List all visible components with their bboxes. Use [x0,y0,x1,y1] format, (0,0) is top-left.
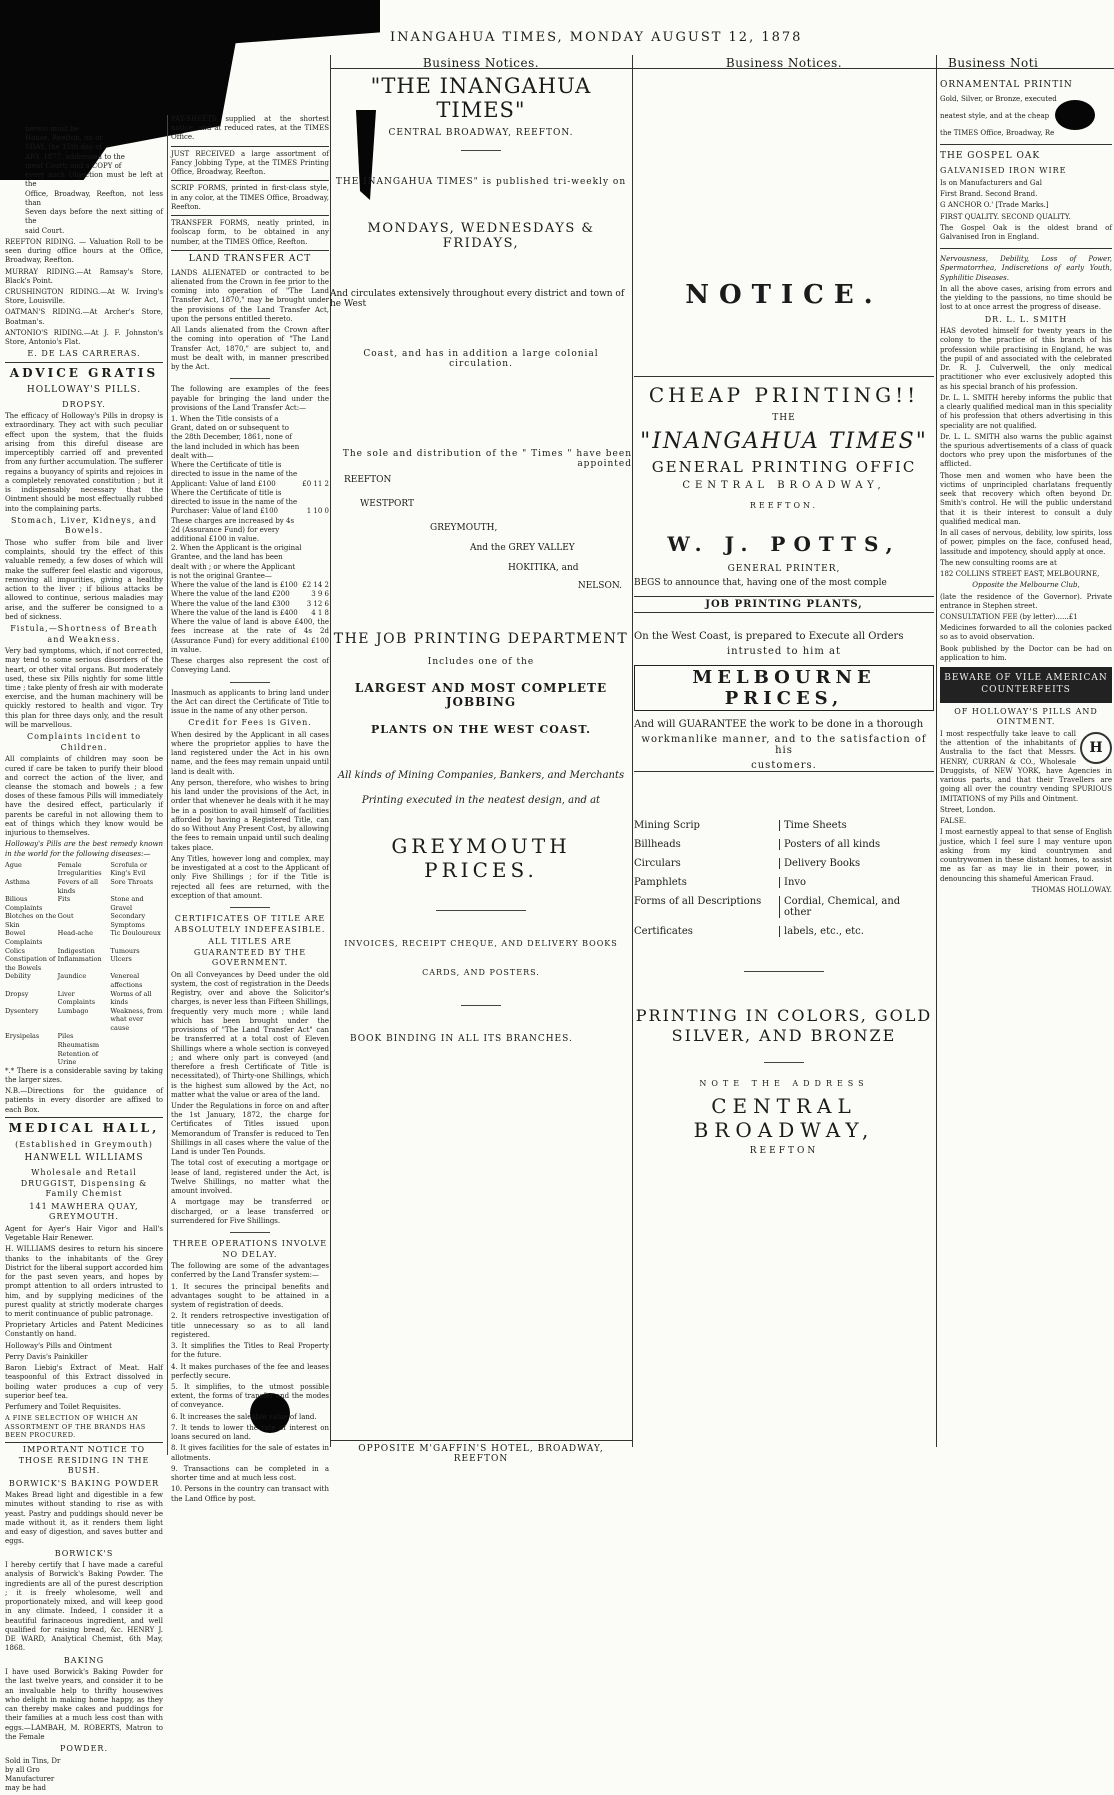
baking-text: I have used Borwick's Baking Powder for the last twelve years, and consider it to be an invaluable help to thrifty housewives who delight in making home happy, as they can thereby make cakes and puddings for their families at a much less cost than with eggs.—LAMBAH, M. ROBERTS, Matron to the Female [5,1668,163,1741]
fee-row [171,461,329,489]
fee-amount: £0 11 2 [302,479,329,488]
disease-row [5,912,163,929]
certify-text: I hereby certify that I have made a careful analysis of Borwick's Baking Powder. The ingredients are all of the purest description ; it is freely wholesome, well and proportionately mixed, and will keep good in any climate. Indeed, I consider it a beautiful farinaceous ingredient, and well qualified for raising bread, &c. HENRY J. DE WARD, Analytical Chemist, 6th May, 1868. [5,1561,163,1653]
short-rule [744,971,824,972]
dr-text: HAS devoted himself for twenty years in the colony to the practice of this branch of his profession while practising in England, he was the pupil of and associated with the celebrated Dr. R. J. Culverwell, the only medical practitioner who ever exclusively adopted this as his special branch of his profession. [940,327,1112,391]
medicines-line: Medicines forwarded to all the colonies packed so as to avoid observation. [940,624,1112,642]
disease-cell: Asthma [5,878,30,886]
fee-amount: 1 10 0 [306,507,329,516]
hanwell-williams: HANWELL WILLIAMS [24,1153,144,1164]
false-line: FALSE. [940,817,967,826]
disease-cell: Indigestion [57,946,95,955]
fragment-line: every such Objection must be left at the [25,171,163,189]
advantage-item: 9. Transactions can be completed in a shorter time and at much less cost. [171,1464,329,1483]
holloway-ointment-line: Holloway's Pills and Ointment [5,1341,112,1350]
disease-row [5,878,163,895]
disease-cell [5,1050,58,1067]
column-1 [5,55,330,1793]
tail-line: by all Gro [5,1765,40,1774]
short-rule [461,150,501,151]
fragment-line: said Court. [25,226,65,235]
fee-row [171,544,329,581]
rule [940,144,1112,145]
advantage-item: 5. It simplifies, to the utmost possible extent, the forms of transfer and the modes of conveyance. [171,1382,329,1410]
short-rule [230,1232,270,1233]
notice-fragment [5,125,163,236]
column-4-header: Business Noti [948,56,1039,70]
fee-line: CONSULTATION FEE (by letter)......£1 [940,612,1078,621]
disease-cell: Rheumatism [57,1040,99,1049]
holloway-signature: THOMAS HOLLOWAY. [1031,885,1112,894]
diseases-table [5,861,163,1067]
fee-description: 1. When the Title consists of a Grant, dated on or subsequent to the 28th December, 1861, none of the land included in which has been dealt with— [171,414,300,460]
advantage-item: 6. It increases the saleable value of land. [171,1412,317,1421]
nervousness: Nervousness, Debility, Loss of Power, Spermatorrhea, Indiscretions of early Youth, Syphilitic Diseases. [940,255,1112,282]
dr-text-5: In all cases of nervous, debility, low spirits, loss of power, pimples on the face, confused head, lassitude and impotency, should apply at once. [940,529,1112,556]
riding-notice: ANTONIO'S RIDING.—At J. F. Johnston's Store, Antonio's Flat. [5,328,163,347]
job-plants: JOB PRINTING PLANTS, [634,596,934,613]
disease-row [5,1032,163,1041]
printing-list [634,820,934,937]
disease-cell: Head-ache [57,929,93,938]
children-text: All complaints of children may soon be cured if care be taken to purify their blood and correct the action of the liver, and cleanse the stomach and bowels ; a few doses of these famous Pills will immediately have the desired effect, particularly if parents be careful in not allowing them to eat of things which they know would be injurious to themselves. [5,755,163,838]
printing-item-right: Posters of all kinds [779,839,929,850]
fee-row [171,489,329,517]
gospel-note: The Gospel Oak is the oldest brand of Galvanised Iron in England. [940,223,1112,241]
tail-line: Manufacturer [5,1774,55,1783]
reefton-small: REEFTON [749,1146,819,1156]
fee-description: Where the Certificate of title is directed to issue in the name of the Purchaser: Value of land £100 [171,488,298,516]
disease-cell: Lumbago [57,1006,89,1015]
street-2: Street, London. [940,805,996,814]
disease-row [5,955,163,972]
fee-amount: 4 1 8 [311,608,329,617]
intrusted-line: intrusted to him at [726,646,842,657]
advantage-item: 4. It makes purchases of the fee and leases perfectly secure. [171,1362,329,1380]
riding-notice: MURRAY RIDING.—At Ramsay's Store, Black's Point. [5,267,163,285]
disease-row [5,972,163,989]
place-nelson: NELSON. [577,581,622,591]
printing-item-right: Delivery Books [779,858,929,869]
disease-cell: Liver Complaints [57,989,96,1007]
cheap-printing-ad [634,376,934,772]
disease-row [5,1041,163,1050]
galvanised: GALVANISED IRON WIRE [940,166,1067,176]
advantage-item: 2. It renders retrospective investigation of title unnecessary so as to all land registered. [171,1312,329,1339]
bookbinding-line: BOOK BINDING IN ALL ITS BRANCHES. [350,1034,573,1044]
short-rule [436,910,526,911]
riding-notice: CRUSHINGTON RIDING.—At W. Irving's Store, Louisville. [5,287,163,306]
certificates-heading: CERTIFICATES OF TITLE ARE ABSOLUTELY INDEFEASIBLE. [174,914,326,934]
disease-row [5,1050,163,1067]
sole-line: The sole and distribution of the " Times " have been appointed [342,449,632,469]
perfumery-line: Proprietary Articles and Patent Medicines Constantly on hand. [5,1321,163,1339]
disease-cell: Weakness, from what ever cause [110,1006,163,1032]
disease-cell: Scrofula or King's Evil [110,860,148,878]
fee-description: Where the value of the land is £100 [171,581,298,590]
rule [940,248,1112,249]
appeal-text: I most earnestly appeal to that sense of English justice, which I feel sure I may venture upon asking from my kind countrymen and countrywomen in these distant homes, to assist me as far as may lie in their power, in denouncing this shameful American Fraud. [940,828,1112,883]
saving-note: *.* There is a considerable saving by taking the larger sizes. [5,1066,163,1084]
fee-amount: 3 9 6 [311,590,329,599]
borwick-text: Makes Bread light and digestible in a few minutes without standing to rise as with yeast. Pastry and puddings should never be made without it, as it renders them light and easy of digestion, and saves butter and eggs. [5,1491,163,1546]
brand-row: FIRST QUALITY. SECOND QUALITY. [940,212,1071,221]
credit-text: When desired by the Applicant in all cases where the proprietor applies to have the land registered under the Act in his own name, and the fees may remain unpaid until land is dealt with. [171,730,329,776]
land-text: LANDS ALIENATED or contracted to be alienated from the Crown in fee prior to the coming into operation of "The Land Transfer Act, 1870," may be brought under the provisions of the Land Transfer Act, upon the persons entitled thereto. [171,268,329,323]
column-rule-3 [936,55,937,1447]
disease-cell: Fits [57,895,71,904]
workmanlike-line: workmanlike manner, and to the satisfaction of his [641,734,927,756]
customers-line: customers. [751,760,817,771]
note-address: NOTE THE ADDRESS [699,1079,869,1088]
coast-line: Coast, and has in addition a large colonial circulation. [363,349,599,369]
disease-cell: Tumours [110,946,140,955]
conveyances-text: On all Conveyances by Deed under the old system, the cost of registration in the Deeds Registry, over and above the Solicitor's charges, is never less than Fifteen Shillings, frequently very much more ; while land which has been brought under the provisions of "The Land Transfer Act" can be transferred at a total cost of Eleven Shillings where a whole section is conveyed ; and where only part is conveyed (and therefore a fresh Certificate of Title is necessitated), of Thirty-one Shillings, which is the highest sum allowed by the Act, no matter what the value or area of the land. [171,970,329,1099]
rule [171,180,329,181]
agent-line: Agent for Ayer's Hair Vigor and Hall's Vegetable Hair Renewer. [5,1224,163,1243]
stomach-heading: Stomach, Liver, Kidneys, and Bowels. [10,515,158,536]
brand-row: G ANCHOR O.' [Trade Marks.] [940,201,1049,210]
column-4 [940,55,1112,1455]
printing-item-right: Cordial, Chemical, and other [779,896,929,918]
circulates-line: And circulates extensively throughout every district and town of he West [330,289,625,309]
disease-cell: Venereal affections [110,972,143,989]
times-title: "THE INANGAHUA TIMES" [370,74,592,122]
disease-cell [110,1050,163,1067]
disease-cell: Gout [57,912,74,921]
important-notice: IMPORTANT NOTICE TO THOSE RESIDING IN THE BUSH. [18,1445,150,1476]
fees-note-2: These charges also represent the cost of Conveying Land. [171,657,329,675]
guaranteed-heading: ALL TITLES ARE GUARANTEED BY THE GOVERNMENT. [193,937,307,968]
disease-cell: Blotches on the Skin [5,912,57,929]
central-broadway-line: CENTRAL BROADWAY, [682,480,886,491]
fragment-line: House, Reefton, on or [25,134,103,143]
dr-text-3: Dr. L. L. SMITH also warns the public against the spurious advertisements of a class of quack doctors who prey upon the misfortunes of the afflicted. [940,432,1112,469]
invoices-line: INVOICES, RECEIPT CHEQUE, AND DELIVERY BOOKS [344,939,618,948]
disease-row [5,929,163,946]
place-greymouth: GREYMOUTH, [430,523,498,533]
place-grey-valley: And the GREY VALLEY [470,543,575,553]
tail-line: Sold in Tins, Dr [5,1756,61,1765]
disease-cell: Erysipelas [5,1032,40,1041]
advantage-item: 1. It secures the principal benefits and advantages sought to be attained in a system of registration of deeds. [171,1282,329,1310]
fragment-line: ARY, 1877, addressed to the [25,152,125,161]
rule [5,1117,163,1118]
credit-heading: Credit for Fees is Given. [188,718,312,728]
place-reefton: REEFTON [344,475,392,485]
printing-line: Printing executed in the neatest design, and at [361,795,601,806]
fee-description: Where the value of the land is £400 [171,608,298,617]
any-person-text: Any person, therefore, who wishes to bring his land under the provisions of the Act, in order that whenever he deals with it he may be in a position to avail himself of facilities afforded by having a Registered Title, can do so Without Any Present Cost, by allowing the fees to remain unpaid until such dealing takes place. [171,778,329,852]
rule [171,146,329,147]
selection-line: A FINE SELECTION OF WHICH AN ASSORTMENT OF THE BRANDS HAS BEEN PROCURED. [5,1414,146,1440]
inasmuch-text: Inasmuch as applicants to bring land under the Act can direct the Certificate of Title to issue in the name of any other person. [171,688,329,715]
melbourne-prices: MELBOURNE PRICES, [634,665,934,711]
disease-row [5,990,163,1007]
inangahua-times-ornate: "INANGAHUA TIMES" [640,429,928,454]
fees-table [171,415,329,618]
fee-row [171,581,329,590]
general-printing-office: GENERAL PRINTING OFFIC [651,458,917,476]
gold-line: Gold, Silver, or Bronze, executed [940,94,1057,103]
advantages-list [171,1283,329,1504]
disease-cell: Ague [5,860,22,869]
disease-cell [5,1041,58,1050]
disease-cell: Dropsy [5,989,29,998]
rule [171,215,329,216]
signatory: E. DE LAS CARRERAS. [27,349,141,359]
fragment-line: Office, Broadway, Reefton, not less than [25,189,163,207]
fee-row [171,600,329,609]
fee-row [171,415,329,461]
begs-line: BEGS to announce that, having one of the most comple [634,578,887,588]
fee-description: Where the Certificate of title is directed to issue in the name of the Applicant: Value of land £100 [171,461,298,488]
regulations-text: Under the Regulations in force on and after the 1st January, 1872, the charge for Certificates of Titles issued upon Memorandum of Transfer is reduced to Ten Shillings in all cases where the value of the Land is under Ten Pounds. [171,1102,329,1157]
medical-hall-heading: MEDICAL HALL, [8,1120,160,1135]
fistula-text: Very bad symptoms, which, if not corrected, may tend to some serious disorders of the heart, or other vital organs. But moderately used, these six Pills nightly for some little time ; take plenty of fresh air with moderate exercise, and the human machinery will be quickly restored to health and vigor. Try this plan for three days only, and the result will be marvellous. [5,647,163,729]
column-2-header: Business Notices. [422,56,540,70]
disease-cell: Female Irregularities [57,860,102,878]
disease-cell: Inflammation [57,955,102,964]
disease-cell: Ulcers [110,955,132,964]
holloway-seal-icon: H [1080,732,1112,764]
masthead-date: MONDAY AUGUST 12, 1878 [569,30,803,45]
printing-item-left: Circulars [634,858,681,869]
disease-cell: Tic Douloureux [110,929,161,938]
established-line: (Established in Greymouth) [15,1139,153,1149]
druggist-line: Wholesale and Retail DRUGGIST, Dispensing & Family Chemist [20,1168,148,1199]
disease-row [5,947,163,956]
masthead [390,30,803,45]
printing-item-left: Billheads [634,839,681,850]
rule [5,1442,163,1443]
three-ops-heading: THREE OPERATIONS INVOLVE NO DELAY. [172,1239,328,1259]
fee-amount [302,544,329,581]
column-1-right [171,115,329,1506]
cases-text: In all the above cases, arising from errors and the yielding to the passions, no time should be lost to at once arrest the progress of disease. [940,284,1112,312]
toilet-line: Perfumery and Toilet Requisites. [5,1403,121,1412]
place-westport: WESTPORT [360,499,415,509]
fee-description: Where the value of the land £300 [171,599,290,608]
disease-cell: Colics [5,946,26,955]
dr-text-4: Those men and women who have been the victims of unprincipled charlatans frequently seek that recovery which often beyond Dr. Smith's control. He will the public understand that it is their interest to consult a duly qualified medical man. [940,471,1112,526]
disease-row [5,895,163,912]
disease-cell: Fevers of all kinds [57,878,99,895]
disease-row [5,1007,163,1033]
printing-item-left: Certificates [634,926,693,937]
manufacturers-line: Is on Manufacturers and Gal [940,178,1042,187]
fee-amount [302,415,329,461]
dropsy-heading: DROPSY. [62,399,106,409]
borwick-title: BORWICK'S BAKING POWDER [8,1478,160,1488]
printing-item-right: labels, etc., etc. [779,926,929,937]
respect-text: I most respectfully take leave to call the attention of the inhabitants of Australia to the fact that Messrs. HENRY, CURRAN & CO., Wholesale Druggists, of NEW YORK, have Agencies in various parts, and that their Travellers are going all over the country vending SPURIOUS IMITATIONS of my Pills and Ointment. [940,730,1112,803]
advantage-item: 7. It tends to lower the rate of interest on loans secured on land. [171,1423,329,1442]
fee-amount [302,517,329,545]
scrip-forms-ad: SCRIP FORMS, printed in first-class style, in any color, at the TIMES Office, Broadway, Reefton. [171,184,329,211]
disease-cell: Secondary Symptoms [110,912,146,929]
short-rule [461,1005,501,1006]
fees-note: Where the value of land is above £400, the fees increase at the rate of 4s 2d (Assurance Fund) for every additional £100 in value. [171,618,329,654]
ornamental-heading: ORNAMENTAL PRINTIN [940,79,1073,90]
column-3 [634,55,934,1455]
column-1-subrule [167,115,168,1455]
fee-description: These charges are increased by 4s 2d (Assurance Fund) for every additional £100 in value. [171,516,295,544]
west-coast-line: On the West Coast, is prepared to Execute all Orders [634,631,904,642]
borwick-heading: BORWICK'S [54,1548,114,1558]
disease-cell: Bowel Complaints [5,929,43,947]
all-kinds-line: All kinds of Mining Companies, Bankers, and Merchants [337,770,625,781]
short-rule [764,1062,804,1063]
jobbing-type-ad: JUST RECEIVED a large assortment of Fancy Jobbing Type, at the TIMES Printing Office, Broadway, Reefton. [171,149,329,177]
children-heading: Complaints incident to Children. [26,732,142,752]
cheap-printing-heading: CHEAP PRINTING!! [648,383,920,407]
disease-cell: Constipation of the Bowels [5,955,56,972]
printing-item-right: Time Sheets [779,820,929,831]
disease-cell: Sore Throats [110,878,154,886]
land-text-2: All Lands alienated from the Crown after the coming into operation of "The Land Transfer Act, 1870," are subject to, and must be dealt with, in manner prescribed by the Act. [171,326,329,372]
rule [5,362,163,363]
riding-notice: REEFTON RIDING. — Valuation Roll to be seen during office hours at the Office, Broadway, Reefton. [5,237,163,265]
powder-heading: POWDER. [60,1743,108,1753]
book-line: Book published by the Doctor can be had on application to him. [940,644,1112,662]
fragment-line: SDAY, the 15th day of [25,143,103,152]
holloway-ointment: OF HOLLOWAY'S PILLS AND OINTMENT. [954,706,1098,727]
dr-smith: DR. L. L. SMITH [984,314,1068,324]
general-printer: GENERAL PRINTER, [727,564,841,574]
fee-description: Where the value of the land £200 [171,590,290,599]
melbourne-wrap [634,665,934,711]
tail-line: may be had [5,1784,47,1793]
disease-cell: Debility [5,972,31,981]
advantages-intro: The following are some of the advantages conferred by the Land Transfer system:— [171,1262,329,1280]
williams-text: H. WILLIAMS desires to return his sincere thanks to the inhabitants of the Grey District for the liberal support accorded him for the past seven years, and hopes by prompt attention to all orders intrusted to him, and by supplying medicines of the purest quality at strictly moderate charges to merit continuance of public patronage. [5,1245,163,1318]
diseases-intro: Holloway's Pills are the best remedy known in the world for the following diseases:— [5,840,163,858]
mawhera-quay: 141 MAWHERA QUAY, GREYMOUTH. [29,1201,139,1222]
short-rule [230,378,270,379]
opposite-line: Opposite the Melbourne Club, [972,581,1080,590]
colors-heading: PRINTING IN COLORS, GOLD SILVER, AND BRONZE [635,1006,933,1045]
printing-item-left: Forms of all Descriptions [634,896,762,907]
sold-tail [5,1757,163,1794]
fee-amount: 3 12 6 [306,599,329,608]
includes-line: Includes one of the [427,657,535,667]
disease-cell: Bilious Complaints [5,895,43,912]
opposite-line: OPPOSITE M'GAFFIN'S HOTEL, BROADWAY, REEFTON [330,1440,632,1464]
payslips-ad: PAY-SHEETS supplied at the shortest notice, and at reduced rates, at the TIMES Office. [171,115,329,142]
disease-cell: Retention of Urine [57,1049,99,1067]
column-rule-2 [632,55,633,1447]
brand-row: First Brand. Second Brand. [940,190,1038,199]
disease-cell: Dysentery [5,1006,39,1015]
baking-heading: BAKING [63,1655,105,1665]
liebig-line: Baron Liebig's Extract of Meat. Half teaspoonful of this Extract dissolved in boiling water produces a cup of very superior beef tea. [5,1364,163,1400]
cards-line: CARDS, AND POSTERS. [422,968,540,977]
fragment-line: nereto must be [25,125,79,133]
disease-cell: Piles [57,1032,74,1041]
advantage-item: 8. It gives facilities for the sale of estates in allotments. [171,1444,329,1462]
advantage-item: 10. Persons in the country can transact with the Land Office by post. [171,1485,329,1503]
holloway-notice-wrap [940,730,1112,804]
fee-description: 2. When the Applicant is the original Grantee, and the land has been dealt with ; or where the Applicant is not the original Grantee— [171,544,302,580]
office-line: the TIMES Office, Broadway, Re [940,129,1055,138]
fistula-heading: Fistula,—Shortness of Breath and Weakness. [10,623,158,644]
rule [171,250,329,251]
gospel-oak: THE GOSPEL OAK [940,151,1041,162]
any-titles-text: Any Titles, however long and complex, may be investigated at a cost to the Applicant of only Five Shillings ; for if the Title is rejected all fees are returned, with the exception of that amount. [171,854,329,900]
published-line: THE INANGAHUA TIMES" is published tri-weekly on [335,177,627,187]
printing-item-left: Mining Scrip [634,820,700,831]
the-line: THE [772,413,796,423]
times-address: CENTRAL BROADWAY, REEFTON. [388,128,574,138]
fee-amount: £2 14 2 [302,581,329,590]
notice-heading: NOTICE. [685,280,883,310]
disease-cell: Worms of all kinds [110,989,152,1007]
stomach-text: Those who suffer from bile and liver complaints, should try the effect of this valuable remedy, a few doses of which will make the sufferer feel elastic and vigorous, removing all impurities, giving a healthy action to the liver ; if bilious attacks be allowed to continue, serious maladies may arise, and the sufferer be consigned to a bed of sickness. [5,538,163,621]
fee-row [171,517,329,545]
perry-line: Perry Davis's Painkiller [5,1352,88,1361]
mortgage-text: The total cost of executing a mortgage or lease of land, registered under the Act, is Twelve Shillings, no matter what the amount involved. [171,1159,329,1196]
printing-item-right: Invo [779,877,929,888]
fee-row [171,609,329,618]
days-line: MONDAYS, WEDNESDAYS & FRIDAYS, [367,221,595,251]
short-rule [230,682,270,683]
largest-line: LARGEST AND MOST COMPLETE JOBBING [354,681,608,709]
transfer-forms-ad: TRANSFER FORMS, neatly printed, in foolscap form, to be obtained in any number, at the TIMES Office, Reefton. [171,219,329,246]
consult-line: The new consulting rooms are at [940,558,1057,567]
advantage-item: 3. It simplifies the Titles to Real Property for the future. [171,1342,329,1360]
masthead-paper-name: INANGAHUA TIMES, [390,30,564,45]
potts-heading: W. J. POTTS, [667,532,901,556]
advice-gratis-heading: ADVICE GRATIS [9,365,159,380]
dr-text-2: Dr. L. L. SMITH hereby informs the public that a clearly qualified medical man in this speciality of his profession that others advertising in this speciality are not qualified. [940,393,1112,430]
job-dept-heading: THE JOB PRINTING DEPARTMENT [333,631,629,647]
beware-banner: BEWARE OF VILE AMERICAN COUNTERFEITS [940,667,1112,703]
riding-notice: OATMAN'S RIDING.—At Archer's Store, Boatman's. [5,308,163,326]
street-line: 182 COLLINS STREET EAST, MELBOURNE, [940,570,1100,579]
consult-2: (late the residence of the Governor). Private entrance in Stephen street. [940,592,1112,610]
column-2 [330,55,632,1464]
fees-intro: The following are examples of the fees payable for bringing the land under the provisions of the Land Transfer Act:— [171,385,329,412]
greymouth-prices: GREYMOUTH PRICES. [391,834,571,882]
short-rule [230,907,270,908]
printing-item-left: Pamphlets [634,877,687,888]
mortgage-text-2: A mortgage may be transferred or discharged, or a lease transferred or surrendered for Five Shillings. [171,1198,329,1225]
disease-cell [110,1032,163,1041]
reefton-line: REEFTON. [749,501,819,510]
disease-cell: Stone and Gravel [110,895,144,912]
plants-line: PLANTS ON THE WEST COAST. [371,723,591,736]
disease-cell: Jaundice [57,972,87,981]
nb-note: N.B.—Directions for the guidance of patients in every disorder are affixed to each Box. [5,1087,163,1114]
holloway-pills-heading: HOLLOWAY'S PILLS. [26,384,142,395]
guarantee-line: And will GUARANTEE the work to be done in a thorough [634,719,924,730]
fragment-line: ment Court; and a COPY of [25,161,122,170]
neatest-line: neatest style, and at the cheap [940,111,1050,120]
central-broadway-big: CENTRAL BROADWAY, [693,1094,875,1142]
column-1-left [5,125,163,1795]
disease-cell [110,1041,163,1050]
land-transfer-heading: LAND TRANSFER ACT [188,253,312,264]
fee-row [171,590,329,599]
disease-row [5,861,163,878]
fragment-line: Seven days before the next sitting of the [25,208,163,226]
column-3-header: Business Notices. [725,56,843,70]
place-hokitika: HOKITIKA, and [508,563,579,573]
holloway-text: The efficacy of Holloway's Pills in dropsy is extraordinary. They act with such peculiar effect upon the system, that the fluids arising from this direful disease are imperceptibly carried off and prevented from any further accumulation. The sufferer regains a buoyancy of spirits and rejoices in a completely renovated constitution ; but it is indispensably necessary that the Ointment should be most effectually rubbed into the complaining parts. [5,412,163,513]
